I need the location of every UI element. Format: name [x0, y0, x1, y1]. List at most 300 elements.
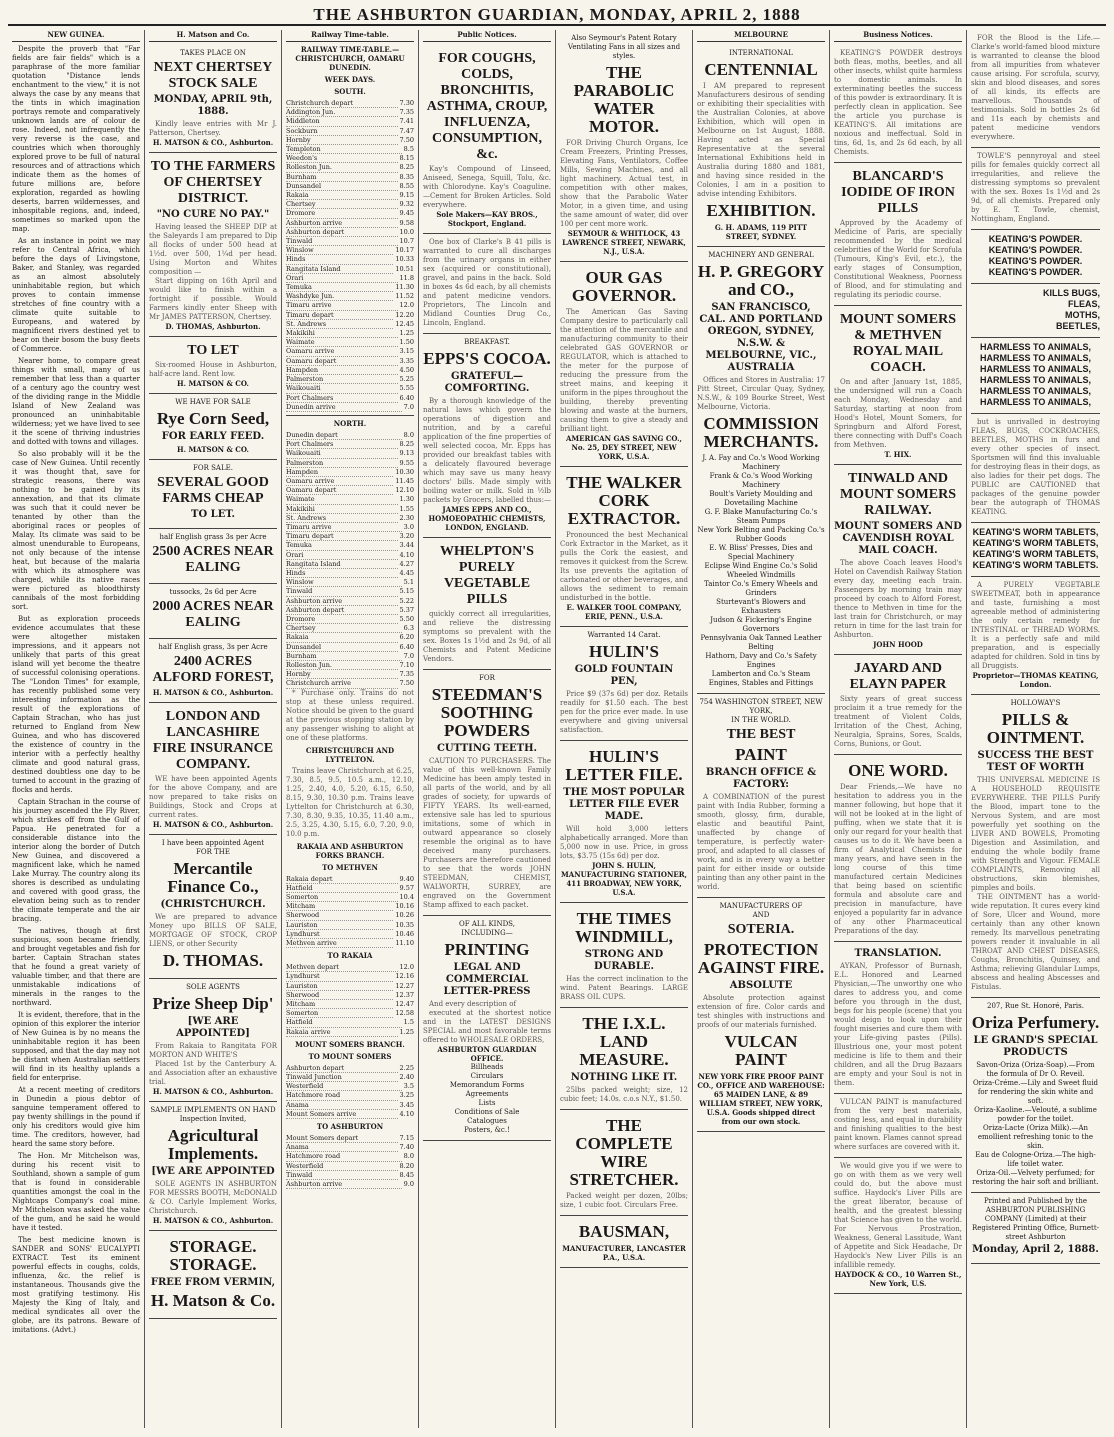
station-name: Port Chalmers: [286, 440, 398, 449]
ad-big: NEXT CHERTSEY STOCK SALE: [153, 60, 273, 91]
ad-list-item: Hathorn, Davy and Co.'s Safety Engines: [705, 652, 817, 669]
article-paragraph: So also probably will it be the case of New Guinea. Until recently it was thought that, save for strategic reasons, there was nothing to be gained by its annexation, and that its climate was such that it could never be tenanted by other than the aboriginal races or peoples of Malay. Its climate was said to be almost unendurable to Europeans, not only because of the intense heat, but because of the malaria with which its atmosphere was charged, while its native races were pictured as bloodthirsty cannibals of the most forbidding sort.: [12, 450, 140, 611]
ad-huge2: H. Matson & Co.: [150, 1291, 276, 1310]
ad-huge2: COMMISSION MERCHANTS.: [703, 414, 819, 451]
timetable-row: [286, 1009, 414, 1018]
article-paragraph: But as exploration proceeds evidence accumulates that these were altogether mistaken impressions, and it appears not unlikely that parts of this great island will yet become the theatre of successful colonising operations. The "London Times" for example, has recently published some very interesting information as the result of the explorations of Captain Strachan, who has just returned to England from New Guinea, and who has discovered the existence of country in the interior with a perfectly healthy climate and good natural grass, destined doubtless one day to be turned to account in the grazing of flocks and herds.: [12, 615, 140, 794]
ad-list-item: Judson & Fickering's Engine Governors: [710, 616, 812, 633]
station-name: Temuka: [286, 283, 393, 292]
departure-time: 7.0: [403, 651, 414, 660]
departure-time: 3.35: [399, 356, 414, 365]
departure-time: 7.40: [399, 1143, 414, 1152]
advertisement: [971, 338, 1100, 414]
ad-small2: Inspection Invited,: [179, 1115, 247, 1123]
ad-med: MONDAY, APRIL 9th, 1888.: [153, 94, 273, 117]
ad-list-item: Frank & Co.'s Wood Working Machinery: [709, 472, 813, 489]
departure-time: 2.30: [399, 513, 414, 522]
ad-list-item: Boult's Variety Moulding and Dovetailing Machine: [709, 490, 813, 507]
station-name: Weedon's: [286, 154, 398, 163]
departure-time: 7.50: [399, 679, 414, 688]
timetable-row: [286, 191, 414, 200]
station-name: Anama: [286, 1143, 398, 1152]
ad-small: HOLLOWAY'S: [1010, 699, 1061, 707]
timetable-row: [286, 643, 414, 652]
timetable-row: [286, 486, 414, 495]
departure-time: 12.0: [399, 963, 414, 972]
column-3: [282, 30, 419, 1428]
ad-stack-line: BEETLES,: [1055, 321, 1100, 331]
station-name: Chertsey: [286, 200, 398, 209]
timetable-row: [286, 375, 414, 384]
advertisement: [834, 755, 962, 942]
departure-time: 5.55: [399, 384, 414, 393]
ad-body2: executed at the shortest notice and in the LATEST DESIGNS SPECIAL and most favorable terms offered to WHOLESALE ORDERS,: [423, 1009, 551, 1044]
departure-time: 6.3: [403, 624, 414, 633]
advertisement: [560, 627, 688, 741]
timetable-row: [286, 911, 414, 920]
departure-time: 10.17: [395, 246, 414, 255]
advertisement: [971, 230, 1100, 284]
station-name: Ashburton arrive: [286, 1180, 402, 1189]
departure-time: 10.46: [395, 929, 414, 938]
station-name: Tinwald: [286, 1171, 398, 1180]
ad-list-item: Billheads: [470, 1063, 504, 1071]
station-name: Lyndhurst: [286, 930, 393, 939]
ad-list-item: Catalogues: [467, 1117, 507, 1125]
advertisement: [149, 1102, 277, 1231]
timetable-row: [286, 145, 414, 154]
ad-list-item: Oriza-Créme.—Lily and Sweet fluid for rendering the skin white and soft.: [972, 1079, 1099, 1105]
ad-body: Offices and Stores in Australia: 17 Pitt Street, Circular Quay, Sydney, N.S.W., & 109 Bourke Street, West Melbourne, Victoria.: [697, 376, 825, 411]
station-name: Dromore: [286, 615, 398, 624]
masthead: [8, 6, 1106, 26]
ad-med: MOUNT SOMERS AND CAVENDISH ROYAL MAIL COACH.: [834, 521, 962, 556]
ad-stack-line: KEATING'S WORM TABLETS,: [972, 538, 1099, 548]
ad-med: LE GRAND'S SPECIAL PRODUCTS: [973, 1035, 1098, 1058]
ad-list-item: Oriza-Lacte (Oriza Milk).—An emollient refreshing tonic to the skin.: [977, 1124, 1094, 1150]
station-name: Mitcham: [286, 902, 393, 911]
departure-time: 12.45: [395, 319, 414, 328]
timetable-row: [286, 255, 414, 264]
station-name: Sockburn: [286, 127, 398, 136]
departure-time: 10.35: [395, 920, 414, 929]
ad-huge: Oriza Perfumery.: [971, 1013, 1100, 1032]
departure-time: 3.25: [399, 1091, 414, 1100]
article-paragraph: The natives, though at first suspicious, soon became friendly, and brought vegetables and fish for barter. Captain Strachan states that he found a great variety of valuable timber, and that there are unmistakable indications of minerals in the ranges to the northward.: [12, 927, 140, 1007]
departure-time: 4.50: [399, 365, 414, 374]
departure-time: 12.47: [395, 1000, 414, 1009]
ad-body: By a thorough knowledge of the natural laws which govern the operations of digestion and nutrition, and by a careful application of the fine properties of well selected cocoa, Mr. Epps has provided our breakfast tables with a delicately flavoured beverage which may save us many heavy doctors' bills. Made simply with boiling water or milk. Sold in ½lb packets by Grocers, labelled thus:—: [423, 397, 551, 504]
station-name: Somerton: [286, 1009, 393, 1018]
ad-sign: H. MATSON & CO., Ashburton.: [152, 688, 274, 697]
station-name: Sherwood: [286, 991, 393, 1000]
ad-small: FOR: [479, 674, 495, 682]
station-name: Anama: [286, 1101, 398, 1110]
station-name: Templeton: [286, 145, 402, 154]
departure-time: 9.45: [399, 209, 414, 218]
timetable-row: [286, 99, 414, 108]
timetable-row: [286, 495, 414, 504]
station-name: Palmerston: [286, 375, 398, 384]
ad-list-item: Pennsylvania Oak Tanned Leather Belting: [700, 634, 822, 651]
station-name: Makikihi: [286, 329, 398, 338]
station-name: Hinds: [286, 569, 398, 578]
ad-med: SAN FRANCISCO, CAL. AND PORTLAND OREGON, SYDNEY, N.S.W. & MELBOURNE, VIC., AUSTRALIA: [699, 302, 823, 373]
ad-huge: EPPS'S COCOA.: [423, 349, 551, 368]
departure-time: 7.30: [399, 99, 414, 107]
article-paragraph: The Hon. Mr Mitchelson was, during his recent visit to Southland, shown a sample of gum that is found in considerable quantities amongst the coal in the Nightcaps Company's coal mine. Mr Mitchelson was asked the value of the gum, and he said he would have it tested.: [12, 1152, 140, 1232]
departure-time: 8.45: [399, 1170, 414, 1179]
ad-body: Price $9 (37s 6d) per doz. Retails readily for $1.50 each. The best pen for the price ever made. In use everywhere and giving universal satisfaction.: [560, 690, 688, 734]
advertisement: [834, 465, 962, 655]
ad-big: TO THE FARMERS OF CHERTSEY DISTRICT.: [150, 159, 276, 206]
advertisement: [149, 1231, 277, 1319]
advertisement: [560, 1008, 688, 1110]
ad-big: 2500 ACRES NEAR EALING: [152, 544, 274, 575]
ad-med: [WE ARE APPOINTED: [151, 1166, 275, 1177]
ad-med: GRATEFUL—COMFORTING.: [444, 371, 530, 394]
departure-time: 7.0: [403, 402, 414, 411]
station-name: Oamaru arrive: [286, 347, 398, 356]
ad-body: FOR Driving Church Organs, Ice Cream Freezers, Printing Presses, Elevating Fans, Ventilators, Coffee Mills, Sewing Machines, and all light machinery. Actual test, in competition with other makes, show that the Parabolic Water Motor, in a given time, and using the same amount of water, did over 100 per cent more work.: [560, 139, 688, 228]
ad-huge: STORAGE. STORAGE.: [169, 1237, 257, 1274]
station-name: Hinds: [286, 255, 393, 264]
ad-body: Absolute protection against extension of fire. Color cards and test shingles with instructions and proofs of our materials furnished.: [697, 994, 825, 1029]
station-name: Port Chalmers: [286, 394, 398, 403]
ad-body: We would give you if we were to go on with them as we very well could do, but the above must suffice. Haydock's Liver Pills are the great liberator, because of health, and the greatest blessing that Science has given to the world. For Nervous Prostration, Weakness, General Lassitude, Want of Appetite and Sick Headache, Dr Haydock's New Liver Pills is an infallible remedy.: [834, 1162, 962, 1269]
ad-med: ABSOLUTE: [729, 980, 793, 991]
advertisement: [560, 903, 688, 1008]
ad-stack-line: FLEAS,: [1067, 299, 1100, 309]
timetable-row: [286, 1101, 414, 1110]
station-name: Waimate: [286, 338, 398, 347]
divider: [286, 415, 414, 416]
station-name: Hatchmore road: [286, 1152, 402, 1161]
ad-body: TOWLE'S pennyroyal and steel pills for females quickly correct all irregularities, and relieve the distressing symptoms so prevalent with the sex. Boxes 1s 1½d and 2s 9d, of all chemists. Prepared only by E. T. Towle, chemist, Nottingham, England.: [971, 152, 1100, 223]
timetable-row: [286, 459, 414, 468]
timetable-row: [286, 523, 414, 532]
ad-sign: H. MATSON & CO., Ashburton.: [152, 820, 274, 829]
timetable-row: [286, 661, 414, 670]
ad-body: SOLE AGENTS IN ASHBURTON FOR MESSRS BOOTH, McDONALD & CO. Carlyle Implement Works, Christchurch.: [149, 1180, 277, 1215]
ad-big: JAYARD AND ELAYN PAPER: [849, 661, 947, 692]
timetable-row: [286, 468, 414, 477]
timetable-section-label: NORTH.: [333, 418, 367, 428]
station-name: Oamaru depart: [286, 486, 393, 495]
ad-sign: H. MATSON & CO.: [177, 445, 249, 454]
ad-body: Will hold 3,000 letters alphabetically arranged. More than 5,000 now in use. Price, in gross lots, $3.75 (15s 6d) per doz.: [560, 825, 688, 860]
ad-small2: AND: [752, 911, 770, 919]
ad-med: [WE ARE APPOINTED]: [176, 1016, 250, 1039]
station-name: Timaru arrive: [286, 523, 402, 532]
ad-small: BREAKFAST.: [464, 338, 510, 346]
ad-body: Pronounced the best Mechanical Cork Extractor in the Market, as it pulls the Cork the easiest, and removes it quickest from the Screw. Its use prevents the agitation of carbonated or other beverages, and allows the sediment to remain undisturbed in the bottle.: [560, 531, 688, 602]
ad-med: GOLD FOUNTAIN PEN,: [574, 664, 674, 687]
ad-list-item: Posters, &c.!: [464, 1126, 510, 1134]
ad-big: FOR COUGHS, COLDS, BRONCHITIS, ASTHMA, CROUP, INFLUENZA, CONSUMPTION, &c.: [426, 51, 548, 162]
ad-list-item: Conditions of Sale: [454, 1108, 520, 1116]
ad-body: CAUTION TO PURCHASERS. The value of this well-known Family Medicine has been amply tested in all parts of the world, and by all grades of society, for upwards of FIFTY YEARS. Its well-earned, extensive sale has led to spurious imitations, some of which in outward appearance so closely resemble the original as to have deceived many purchasers. Purchasers are therefore cautioned to see that the words JOHN STEEDMAN, CHEMIST, WALWORTH, SURREY, are engraved on the Government Stamp affixed to each packet.: [423, 757, 551, 909]
article-paragraph: Nearer home, to compare great things with small, many of us remember that less than a quarter of a century ago the country west of the dividing range in the Middle Island of New Zealand was pronounced an uninhabitable wilderness; yet we have lived to see it the scene of thriving industries and dotted with towns and villages.: [12, 357, 140, 446]
ad-huge2: EXHIBITION.: [706, 201, 816, 220]
timetable-row: [286, 633, 414, 642]
ad-sign: MANUFACTURER, LANCASTER P.A., U.S.A.: [562, 1244, 686, 1262]
ad-list-item: Lists: [478, 1099, 496, 1107]
timetable-row: [286, 982, 414, 991]
ad-list-item: Agreements: [465, 1090, 509, 1098]
departure-time: 10.33: [395, 255, 414, 264]
ad-huge: PILLS & OINTMENT.: [986, 710, 1085, 747]
ad-list-item: Circulars: [470, 1072, 504, 1080]
timetable-row: [286, 560, 414, 569]
ad-body: KEATING'S POWDER destroys both fleas, moths, beetles, and all other insects, whilst quite harmless to domestic animals. In exterminating beetles the success of this powder is extraordinary. It is perfectly clean in application. See the article you purchase is KEATING'S. All imitations are noxious and ineffectual. Sold in tins, 6d, 1s, and 2s 6d each, by all Chemists.: [834, 49, 962, 156]
ad-big: LONDON AND LANCASHIRE FIRE INSURANCE COMPANY.: [152, 709, 274, 772]
timetable-row: [286, 1018, 414, 1027]
station-name: Rakaia: [286, 633, 398, 642]
column-heading: MELBOURNE: [697, 30, 825, 42]
ad-list-item: Eau de Cologne-Oriza.—The high-life toilet water.: [975, 1151, 1096, 1168]
station-name: Rangitata Island: [286, 560, 398, 569]
ad-big: MOUNT SOMERS & METHVEN ROYAL MAIL COACH.: [839, 312, 957, 375]
departure-time: 7.10: [399, 660, 414, 669]
departure-time: 9.13: [399, 449, 414, 458]
advertisement: [971, 1193, 1100, 1264]
departure-time: 4.10: [399, 1109, 414, 1118]
ad-body: Six-roomed House in Ashburton, half-acre land. Rent low.: [149, 361, 277, 378]
timetable-row: [286, 163, 414, 172]
timetable-row: [286, 403, 414, 412]
masthead-title: THE ASHBURTON GUARDIAN, MONDAY, APRIL 2, 1888: [313, 5, 801, 24]
ad-huge: Agricultural Implements.: [167, 1126, 259, 1163]
ad-sign: H. MATSON & CO., Ashburton.: [152, 1087, 274, 1096]
ad-small: Printed and Published by the ASHBURTON PUBLISHING COMPANY (Limited) at their Registered Printing Office, Burnett-street Ashburton: [971, 1197, 1100, 1241]
column-6: [693, 30, 830, 1428]
advertisement: [971, 577, 1100, 695]
advertisement: [834, 1158, 962, 1294]
timetable-row: [286, 237, 414, 246]
timetable-row: [286, 329, 414, 338]
advertisement: [149, 529, 277, 584]
departure-time: 3.0: [403, 522, 414, 531]
ad-body: Sixty years of great success proclaim it a true remedy for the treatment of Violent Colds, Irritation of the Chest, Aching, Neuralgia, Sprains, Sores, Scalds, Corns, Bunions, or Gout.: [834, 695, 962, 748]
departure-time: 3.44: [399, 541, 414, 550]
timetable-row: [286, 320, 414, 329]
ad-med: CUTTING TEETH.: [436, 743, 538, 754]
column-4: [419, 30, 556, 1428]
timetable-row: [286, 587, 414, 596]
timetable-row: [286, 265, 414, 274]
departure-time: 11.30: [395, 283, 414, 292]
station-name: Middleton: [286, 117, 398, 126]
station-name: Winslow: [286, 246, 393, 255]
station-name: Dunsandel: [286, 182, 398, 191]
advertisement: [697, 898, 825, 1132]
departure-time: 5.37: [399, 605, 414, 614]
column-1: [8, 30, 145, 1428]
ad-sign: JOHN HOOD: [873, 640, 923, 649]
ad-huge: BAUSMAN,: [578, 1222, 670, 1241]
ad-body: From Rakaia to Rangitata FOR MORTON AND WHITE'S: [149, 1042, 277, 1059]
ad-stack-line: KEATING'S WORM TABLETS,: [972, 549, 1099, 559]
departure-time: 11.52: [395, 292, 414, 301]
ad-body: Having leased the SHEEP DIP at the Saleyards I am prepared to Dip all flocks of under 500 head at 1½d. over 500, 1¼d per head. Using Morton and Whites composition —: [149, 223, 277, 276]
ad-body: VULCAN PAINT is manufactured from the very best materials, costing less, and equal in durability and finishing qualities to the best paint known. Flames cannot spread where surfaces are covered with it.: [834, 1098, 962, 1151]
ad-sign: H. MATSON & CO.: [177, 379, 249, 388]
station-name: Burnham: [286, 652, 402, 661]
ad-small2: IN THE WORLD.: [731, 716, 791, 724]
station-name: Oamaru depart: [286, 357, 398, 366]
ad-huge: Rye Corn Seed,: [156, 409, 270, 428]
station-name: Mount Somers arrive: [286, 1110, 398, 1119]
timetable-section-label: TO ASHBURTON: [316, 1122, 384, 1132]
column-heading: Railway Time-table.: [286, 30, 414, 42]
timetable-title: MOUNT SOMERS BRANCH.: [295, 1039, 405, 1049]
ad-huge: THE COMPLETE WIRE STRETCHER.: [569, 1116, 679, 1189]
ad-huge: HULIN'S LETTER FILE.: [565, 747, 683, 784]
timetable-row: [286, 1082, 414, 1091]
departure-time: 12.58: [395, 1009, 414, 1018]
ad-small2: FOR THE: [196, 848, 230, 856]
ad-sign: Proprietor—THOMAS KEATING, London.: [972, 671, 1099, 689]
ad-big: TO LET: [187, 343, 239, 358]
departure-time: 4.27: [399, 559, 414, 568]
station-name: St. Andrews: [286, 514, 398, 523]
ad-med: THE MOST POPULAR LETTER FILE EVER MADE.: [563, 787, 685, 822]
advertisement: [423, 916, 551, 1141]
ad-big: 2000 ACRES NEAR EALING: [152, 599, 274, 630]
station-name: Burnham: [286, 173, 398, 182]
departure-time: 1.25: [399, 329, 414, 338]
ad-med: Monday, April 2, 1888.: [972, 1244, 1099, 1255]
ad-big: SEVERAL GOOD FARMS CHEAP: [157, 475, 269, 506]
article-paragraph: Despite the proverb that "Far fields are fair fields" which is a paraphrase of the more familiar quotation "Distance lends enchantment to the view," it is not always the case by any means that the tints in which imagination portrays remote and comparatively unknown lands are of colour de rose. Indeed, not infrequently the very reverse is the case, and countries which when thoroughly explored prove to be full of natural resources and of attractions which indicate them as the homes of future millions are, before exploration, regarded as howling deserts, barren wildernesses, and inhospitable regions, and, indeed, sometimes so marked upon the map.: [12, 45, 140, 233]
column-heading: H. Matson and Co.: [149, 30, 277, 42]
ad-list-item: Sturtevant's Blowers and Exhausters: [716, 598, 806, 615]
ad-small2: INCLUDING—: [461, 929, 513, 937]
timetable-row: [286, 477, 414, 486]
ad-small: SOLE AGENTS: [186, 983, 240, 991]
ad-big: SOTERIA.: [727, 922, 795, 937]
departure-time: 12.27: [395, 981, 414, 990]
departure-time: 12.0: [399, 301, 414, 310]
ad-med: FOR EARLY FEED.: [161, 431, 265, 442]
ad-med: TO LET.: [191, 509, 235, 520]
advertisement: [834, 163, 962, 306]
ad-med: STRONG AND DURABLE.: [584, 949, 664, 972]
advertisement: [834, 45, 962, 163]
ad-body: Packed weight per dozen, 20lbs; size, 1 cubic foot. Circulars Free.: [560, 1192, 688, 1209]
departure-time: 3.45: [399, 1100, 414, 1109]
station-name: Rakaia: [286, 191, 398, 200]
timetable-row: [286, 200, 414, 209]
timetable-row: [286, 939, 414, 948]
ad-huge: PROTECTION AGAINST FIRE.: [697, 940, 825, 977]
advertisement: [560, 30, 688, 262]
ad-body2: Start dipping on 16th April and would like to finish within a fortnight if possible. Would Farmers kindly enter Sheep with Mr JAMES PATTERSON, Chertsey.: [149, 277, 277, 321]
ad-sign: E. WALKER TOOL COMPANY, ERIE, PENN., U.S.A.: [566, 603, 682, 621]
ad-body: WE have been appointed Agents for the above Company, and are now prepared to take risks on Buildings, Stock and Crops at current rates.: [149, 775, 277, 819]
departure-time: 3.20: [399, 532, 414, 541]
ad-stack-line: KEATING'S POWDER.: [988, 256, 1083, 266]
article-paragraph: It is evident, therefore, that in the opinion of this explorer the interior of New Guinea is by no means the uninhabitable region it has been supposed, and that the day may not be distant when Australian settlers will find in its healthy uplands a field for enterprise.: [12, 1011, 140, 1082]
station-name: Lauriston: [286, 982, 393, 991]
departure-time: 12.37: [395, 990, 414, 999]
ad-body: And every description of: [429, 1000, 517, 1008]
station-name: Hatchmore road: [286, 1091, 398, 1100]
departure-time: 9.0: [403, 1180, 414, 1189]
column-8: [967, 30, 1104, 1428]
timetable-row: [286, 606, 414, 615]
advertisement: [149, 394, 277, 460]
timetable-row: [286, 670, 414, 679]
ad-huge: Prize Sheep Dip': [152, 994, 274, 1013]
ad-body: A COMBINATION of the purest paint with India Rubber, forming a smooth, glossy, firm, durable, elastic and beautiful Paint, unaffected by change of temperature, is perfectly water-proof, and adapted to all classes of work, and is in every way a better paint for either inside or outside painting than any other paint in the world.: [697, 793, 825, 891]
departure-time: 9.55: [399, 458, 414, 467]
ad-body: We are prepared to advance Money upo BILLS OF SALE, MORTGAGE OF STOCK, CROP LIENS, or other Security: [149, 913, 277, 948]
timetable-row: [286, 219, 414, 228]
departure-time: 8.25: [399, 440, 414, 449]
ad-sign: G. H. ADAMS, 119 PITT STREET, SYDNEY.: [714, 223, 808, 241]
ad-med: BRANCH OFFICE & FACTORY:: [705, 767, 817, 790]
ad-body2: Placed 1st by the Canterbury A. and Association after an exhaustive trial.: [149, 1060, 277, 1086]
timetable-row: [286, 652, 414, 661]
departure-time: 5.15: [399, 587, 414, 596]
ad-stack-line: MOTHS,: [1065, 310, 1100, 320]
advertisement: [971, 998, 1100, 1193]
timetable-row: [286, 569, 414, 578]
timetable-row: [286, 357, 414, 366]
departure-time: 5.25: [399, 375, 414, 384]
station-name: Hornby: [286, 670, 398, 679]
ad-stack-line: HARMLESS TO ANIMALS,: [979, 353, 1091, 363]
station-name: Sherwood: [286, 911, 393, 920]
timetable-row: [286, 624, 414, 633]
advertisement: [149, 45, 277, 153]
ad-small: INTERNATIONAL: [729, 49, 793, 57]
column-5: [556, 30, 693, 1428]
ad-big: TINWALD AND MOUNT SOMERS RAILWAY.: [839, 471, 957, 518]
ad-huge: THE WALKER CORK EXTRACTOR.: [566, 473, 682, 528]
ad-stack-line: HARMLESS TO ANIMALS,: [979, 364, 1091, 374]
ad-body: Kay's Compound of Linseed, Aniseed, Senega, Squill, Tolu, &c. with Chlorodyne. Kay's Coaguline.—Cement for Broken Articles. Sold everywhere.: [423, 165, 551, 209]
ad-sign: D. THOMAS, Ashburton.: [165, 322, 261, 331]
ad-small: Also Seymour's Patent Rotary Ventilating Fans in all sizes and styles.: [567, 34, 681, 60]
timetable-row: [286, 532, 414, 541]
timetable-row: [286, 875, 414, 884]
station-name: Ashburton depart: [286, 606, 398, 615]
station-name: Rakaia depart: [286, 875, 398, 884]
advertisement: [560, 1110, 688, 1216]
departure-time: 1.50: [399, 338, 414, 347]
ad-stack-line: KEATING'S WORM TABLETS,: [972, 527, 1099, 537]
ad-list-item: Savon-Oriza (Oriza-Soap).—From the formula of Dr O. Reveil.: [976, 1061, 1095, 1078]
departure-time: 5.50: [399, 614, 414, 623]
station-name: Washdyke Jun.: [286, 292, 393, 301]
ad-small: MANUFACTURERS OF: [719, 902, 803, 910]
ad-small: half English grass, 3s per Acre: [158, 643, 268, 651]
ad-small: Warranted 14 Carat.: [587, 631, 661, 639]
station-name: Chertsey: [286, 624, 402, 633]
ad-sign: T. HIX.: [884, 450, 912, 459]
ad-med: NOTHING LIKE IT.: [570, 1072, 678, 1083]
ad-huge2: VULCAN PAINT: [724, 1032, 798, 1069]
timetable-section-label: SOUTH.: [334, 87, 366, 96]
station-name: Hatfield: [286, 884, 398, 893]
timetable-row: [286, 182, 414, 191]
departure-time: 1.25: [399, 1027, 414, 1036]
advertisement: [149, 460, 277, 529]
timetable-row: [286, 449, 414, 458]
